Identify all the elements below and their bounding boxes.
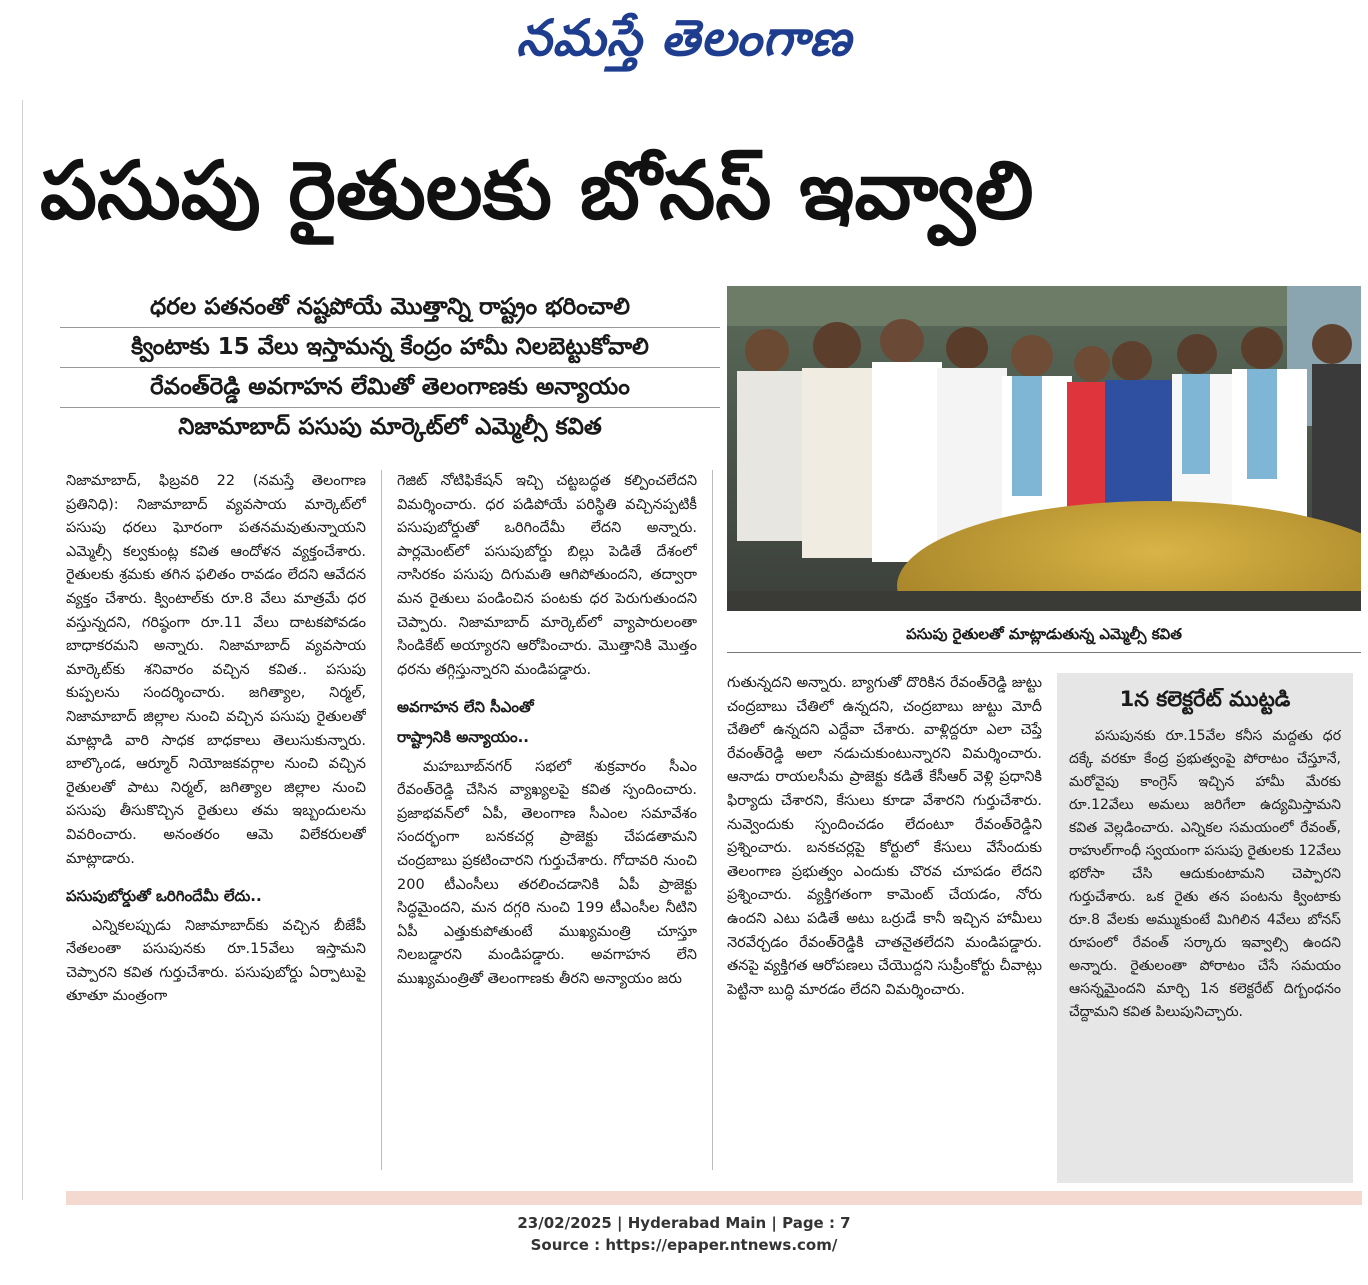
article-column-1 [66,470,366,1170]
column-divider [381,470,382,1170]
deck-line: ధరల పతనంతో నష్టపోయే మొత్తాన్ని రాష్ట్రం భరించాలి [60,288,720,328]
deck-line: రేవంత్‌రెడ్డి అవగాహన లేమితో తెలంగాణకు అన్యాయం [60,368,720,408]
paragraph: మహబూబ్‌నగర్ సభలో శుక్రవారం సీఎం రేవంత్‌రెడ్డి చేసిన వ్యాఖ్యలపై కవిత స్పందించారు. ప్రజాభవన్‌లో ఏపీ, తెలంగాణ సీఎంల సమావేశం సందర్భంగా బనకచర్ల ప్రాజెక్టు చేపడతామని చంద్రబాబు ప్రకటించారని గుర్తుచేశారు. గోదావరి నుంచి 200 టీఎంసీలు తరలించడానికి ఏపీ ప్రాజెక్టు సిద్ధమైందని, మన దగ్గరి నుంచి 199 టీఎంసీల నీటిని ఏపీ ఎత్తుకుపోతుంటే ముఖ్యమంత్రి చూస్తూ నిలబడ్డారని మండిపడ్డారు. అవగాహన లేని ముఖ్యమంత్రితో తెలంగాణకు తీరని అన్యాయం జరు [397,758,697,987]
footer-source: Source : https://epaper.ntnews.com/ [530,1236,838,1254]
paragraph: గుతున్నదని అన్నారు. బ్యాగుతో దొరికిన రేవంత్‌రెడ్డి జుట్టు చంద్రబాబు చేతిలో ఉన్నదని, చంద్రబాబు జుట్టు మోదీ చేతిలో ఉన్నదని ఎద్దేవా చేశారు. వాళ్లిద్దరూ ఎలా చెప్తే రేవంత్‌రెడ్డి అలా నడుచుకుంటున్నారని విమర్శించారు. ఆనాడు రాయలసీమ ప్రాజెక్టు కడితే కేసీఆర్ వెళ్లి ప్రధానికి ఫిర్యాదు చేశారని, కేసులు కూడా వేశారని గుర్తుచేశారు. నువ్వెందుకు స్పందించడం లేదంటూ రేవంత్‌రెడ్డిని ప్రశ్నించారు. బనకచర్లపై కోర్టులో కేసులు వేసేందుకు తెలంగాణ ప్రభుత్వం ఎందుకు చొరవ చూపడం లేదని ప్రశ్నించారు. వ్యక్తిగతంగా కామెంట్ చేయడం, నోరు ఉందని ఎటు పడితే అటు ఒర్రుడే కానీ ఇచ్చిన హామీలు నెరవేర్చడం రేవంత్‌రెడ్డికి చాతనైతలేదని మండిపడ్డారు. తనపై వ్యక్తిగత ఆరోపణలు చేయొద్దని సుప్రీంకోర్టు చీవాట్లు పెట్టినా బుద్ధి మారడం లేదని విమర్శించారు. [727,675,1042,998]
article-column-3 [727,672,1042,1172]
box-text [1057,725,1353,1165]
footer [0,1212,1368,1256]
page-margin-rule [0,100,23,1200]
paragraph: పసుపునకు రూ.15వేల కనీస మద్దతు ధర దక్కే వరకూ కేంద్ర ప్రభుత్వంపై పోరాటం చేస్తూనే, మరోవైపు కాంగ్రెస్ ఇచ్చిన హామీ మేరకు రూ.12వేలు అమలు జరిగేలా ఉద్యమిస్తామని కవిత వెల్లడించారు. ఎన్నికల సమయంలో రేవంత్, రాహుల్‌గాంధీ స్వయంగా పసుపు రైతులకు 12వేలు భరోసా చేసి ఆదుకుంటామని చెప్పారని గుర్తుచేశారు. ఒక రైతు తన పంటను క్వింటాకు రూ.8 వేలకు అమ్ముకుంటే మిగిలిన 4వేలు బోనస్ రూపంలో రేవంత్ సర్కారు ఇవ్వాల్సి ఉందని అన్నారు. రైతులంతా పోరాటం చేసే సమయం ఆసన్నమైందని మార్చి 1న కలెక్టరేట్ దిగ్బంధనం చేద్దామని కవిత పిలుపునిచ్చారు. [1069,728,1341,1020]
footer-date-edition: 23/02/2025 | Hyderabad Main | Page : 7 [517,1214,851,1232]
deck-line: నిజామాబాద్ పసుపు మార్కెట్‌లో ఎమ్మెల్సీ కవిత [178,414,602,440]
next-article-strip [66,1191,1362,1205]
box-title: 1న కలెక్టరేట్ ముట్టడి [1119,687,1291,711]
paragraph: గెజిట్ నోటిఫికేషన్ ఇచ్చి చట్టబద్ధత కల్పించలేదని విమర్శించారు. ధర పడిపోయే పరిస్థితి వచ్చినప్పటికీ పసుపుబోర్డుతో ఒరిగిందేమీ లేదని అన్నారు. పార్లమెంట్‌లో పసుపుబోర్డు బిల్లు పెడితే దేశంలో నాసిరకం పసుపు దిగుమతి ఆగిపోతుందని, తద్వారా మన రైతులు పండించిన పంటకు ధర పెరుగుతుందని చెప్పారు. నిజామాబాద్ మార్కెట్‌లో వ్యాపారులంతా సిండికేట్ అయ్యారని ఆరోపించారు. మొత్తానికి మొత్తం ధరను తగ్గిస్తున్నారని మండిపడ్డారు. [397,473,697,678]
news-photo [727,286,1361,611]
article-column-2 [397,470,697,1170]
photo-illustration [727,286,1361,611]
headline: పసుపు రైతులకు బోనస్ ఇవ్వాలి [40,144,1034,237]
subheadline-decks [60,288,720,447]
masthead-logo: నమస్తే తెలంగాణ [516,8,852,67]
subheading: అవగాహన లేని సీఎంతో [397,698,534,717]
subheading: రాష్ట్రానికి అన్యాయం.. [397,727,529,746]
column-divider [712,470,713,1170]
paragraph: ఎన్నికలప్పుడు నిజామాబాద్‌కు వచ్చిన బీజేపీ నేతలంతా పసుపునకు రూ.15వేలు ఇస్తామని చెప్పారని కవిత గుర్తుచేశారు. పసుపుబోర్డు ఏర్పాటుపై తూతూ మంత్రంగా [66,917,366,1005]
photo-caption: పసుపు రైతులతో మాట్లాడుతున్న ఎమ్మెల్సీ కవిత [727,616,1361,653]
deck-line: క్వింటాకు 15 వేలు ఇస్తామన్న కేంద్రం హామీ నిలబెట్టుకోవాలి [60,328,720,368]
subheading: పసుపుబోర్డుతో ఒరిగిందేమీ లేదు.. [66,887,262,906]
sidebar-box [1057,673,1353,1183]
paragraph: నిజామాబాద్, ఫిబ్రవరి 22 (నమస్తే తెలంగాణ ప్రతినిధి): నిజామాబాద్ వ్యవసాయ మార్కెట్‌లో పసుపు ధరలు ఘోరంగా పతనమవుతున్నాయని ఎమ్మెల్సీ కల్వకుంట్ల కవిత ఆందోళన వ్యక్తంచేశారు. రైతులకు శ్రమకు తగిన ఫలితం రావడం లేదని ఆవేదన వ్యక్తం చేశారు. క్వింటాల్‌కు రూ.8 వేలు మాత్రమే ధర వస్తున్నదని, గరిష్ఠంగా రూ.11 వేలు దాటకపోవడం బాధాకరమని అన్నారు. నిజామాబాద్ వ్యవసాయ మార్కెట్‌కు శనివారం వచ్చిన కవిత.. పసుపు కుప్పలను సందర్శించారు. జగిత్యాల, నిర్మల్, నిజామాబాద్ జిల్లాల నుంచి వచ్చిన పసుపు రైతులతో మాట్లాడి వారి సాధక బాధకాలు తెలుసుకున్నారు. బాల్కొండ, ఆర్మూర్ నియోజకవర్గాల నుంచి వచ్చిన రైతులతో పాటు నిర్మల్, జగిత్యాల జిల్లాల నుంచి పసుపు తీసుకొచ్చిన రైతులు తమ ఇబ్బందులను వివరించారు. అనంతరం ఆమె విలేకరులతో మాట్లాడారు. [66,473,366,867]
